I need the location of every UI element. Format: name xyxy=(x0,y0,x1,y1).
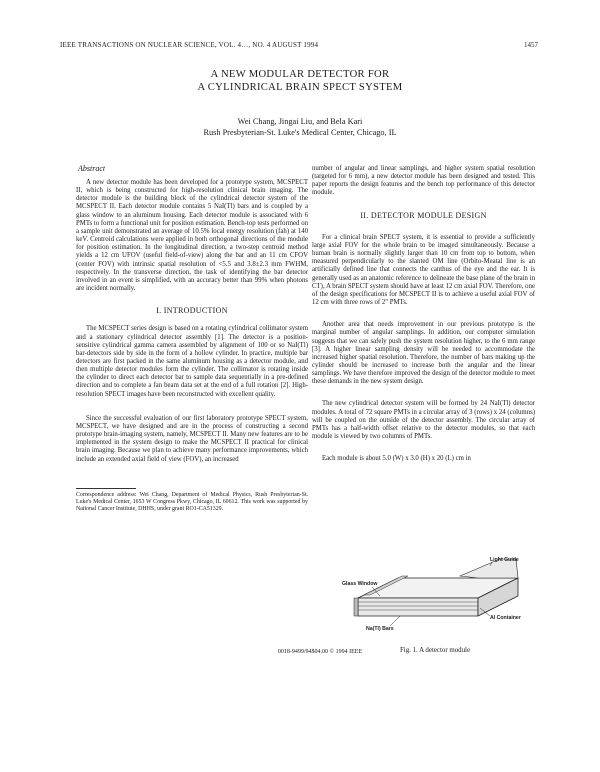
abstract-text: A new detector module has been developed for a prototype system, MCSPECT II, which is being constructed for high-resolution clinical brain imaging. The detector module is the building block of the cylindrical detector system of the MCSPECT II. Each detector module contains 5 NaI(Tl) bars and is coupled by a glass window to an aluminum housing. Each detector module is associated with 6 PMTs to form a functional unit for position estimation. Bench-top tests performed on a sample unit demonstrated an average of 10.5% local energy resolution (fah) at 140 keV. Centroid calculations were applied in both orthogonal directions of the module for position estimation. In the longitudinal direction, a two-step centroid method yields a 12 cm UFOV (useful field-of-view) along the bar and an 11 cm CFOV (center FOV) with intrinsic spatial resolution of <5.5 and 3.8±2.3 mm FWHM, respectively. In the transverse direction, the task of identifying the bar detector involved in an event is simplified, with an accuracy better than 99% when photons are incident normally. xyxy=(76,179,308,293)
label-glass-window: Glass Window xyxy=(342,581,378,587)
label-al-container: Al Container xyxy=(490,615,521,621)
right-paragraph-continued: number of angular and linear samplings, and higher system spatial resolution (targeted for 6 mm), a new detector module has been designed and tested. This paper reports the design features and the bench top performance of this detector module. xyxy=(312,165,535,197)
label-light-guide: Light Guide xyxy=(490,557,519,563)
figure-caption: Fig. 1. A detector module xyxy=(399,647,471,654)
design-paragraph-4: Each module is about 5.0 (W) x 3.0 (H) x 20 (L) cm in xyxy=(322,455,471,463)
module-front-face xyxy=(358,598,478,616)
left-column xyxy=(76,165,308,513)
right-column xyxy=(312,165,535,463)
section-heading-detector-module-design: II. DETECTOR MODULE DESIGN xyxy=(360,210,487,220)
section-heading-introduction: I. INTRODUCTION xyxy=(156,306,228,316)
author-affiliation: Rush Presbyterian-St. Luke's Medical Center, Chicago, IL xyxy=(203,128,397,137)
design-paragraph-3: The new cylindrical detector system will be formed by 24 NaI(Tl) detector modules. A total of 72 square PMTs in a circular array of 3 (rows) x 24 (columns) will be coupled on the outside of the detector assembly. The circular array of PMTs has a half-width offset relative to the detector modules, so that each module is viewed by two columns of PMTs. xyxy=(312,400,535,441)
page-number: 1457 xyxy=(524,41,538,49)
footnote-rule xyxy=(76,488,136,489)
author-block xyxy=(0,116,600,138)
detector-module-diagram xyxy=(340,556,530,642)
title-line-1: A NEW MODULAR DETECTOR FOR xyxy=(210,69,390,80)
paper-title xyxy=(0,68,600,94)
journal-header: IEEE TRANSACTIONS ON NUCLEAR SCIENCE, VOL. 4…, NO. 4 AUGUST 1994 xyxy=(60,41,319,49)
bar-ends xyxy=(354,598,358,616)
design-paragraph-1: For a clinical brain SPECT system, it is essential to provide a sufficiently large axial FOV for the whole brain to be imaged simultaneously. Because a human brain is normally slightly larger than 10 cm from top to bottom, when measured perpendicularly to the slanted OM line (Orbito-Meatal line is an artificially defined line that connects the canthus of the eye and the ear. It is generally used as an anatomic reference to delineate the base plane of the brain in CT), A brain SPECT system should have at least 12 cm axial FOV. Therefore, one of the design specifications for MCSPECT II is to achieve a useful axial FOV of 12 cm with three rows of 2" PMTs. xyxy=(312,233,535,307)
title-line-2: A CYLINDRICAL BRAIN SPECT SYSTEM xyxy=(197,82,403,93)
intro-paragraph-1: The MCSPECT series design is based on a rotating cylindrical collimator system and a stationary cylindrical detector assembly [1]. The detector is a position-sensitive cylindrical gamma camera assembled by alignment of 100 or so NaI(Tl) bar-detectors side by side in the form of a hollow cylinder. In practice, multiple bar detectors are first packed in the same aluminum housing as a detector module, and then multiple detector modules form the cylinder. The collimator is rotating inside the cylinder to direct each detector bar to sample data sequentially in a pre-defined direction and to complete a fan beam data set at the end of a full rotation [2]. High-resolution SPECT images have been reconstructed with excellent quality. xyxy=(76,325,308,398)
design-paragraph-2: Another area that needs improvement in our previous prototype is the marginal number of angular samplings. In addition, our computer simulation suggests that we can safely push the system resolution higher, to the 6 mm range [3]. A higher linear sampling density will be needed to accommodate the increased higher spatial resolution. Therefore, the number of bars making up the cylinder should be increased to increase both the angular and the linear samplings. We have therefore improved the design of the detector module to meet these demands in the new system design. xyxy=(312,321,535,386)
copyright-line: 0018-9499/94$04.00 © 1994 IEEE xyxy=(277,649,363,655)
abstract-heading: Abstract xyxy=(78,164,106,173)
author-names: Wei Chang, Jingai Liu, and Bela Kari xyxy=(237,117,363,126)
footnote: Correspondence address: Wei Chang, Department of Medical Physics, Rush Presbyterian-St. Luke's Medical Center, 1653 W Congress Pkwy, Chicago, IL 60612. This work was supported by National Cancer Institute, DHHS, under grant RO1-CA51329. xyxy=(76,491,308,512)
label-nai-bars: Na(Tl) Bars xyxy=(366,626,394,632)
intro-paragraph-2: Since the successful evaluation of our first laboratory prototype SPECT system, MCSPECT, we have designed and are in the process of constructing a second prototype brain-imaging system, namely, MCSPECT II. Many new features are to be implemented in the system design to make the MCSPECT II practical for clinical brain imaging. Because we plan to achieve many performance improvements, which include an extended axial field of view (FOV), an increased xyxy=(76,414,308,463)
detector-module-figure xyxy=(340,556,530,654)
